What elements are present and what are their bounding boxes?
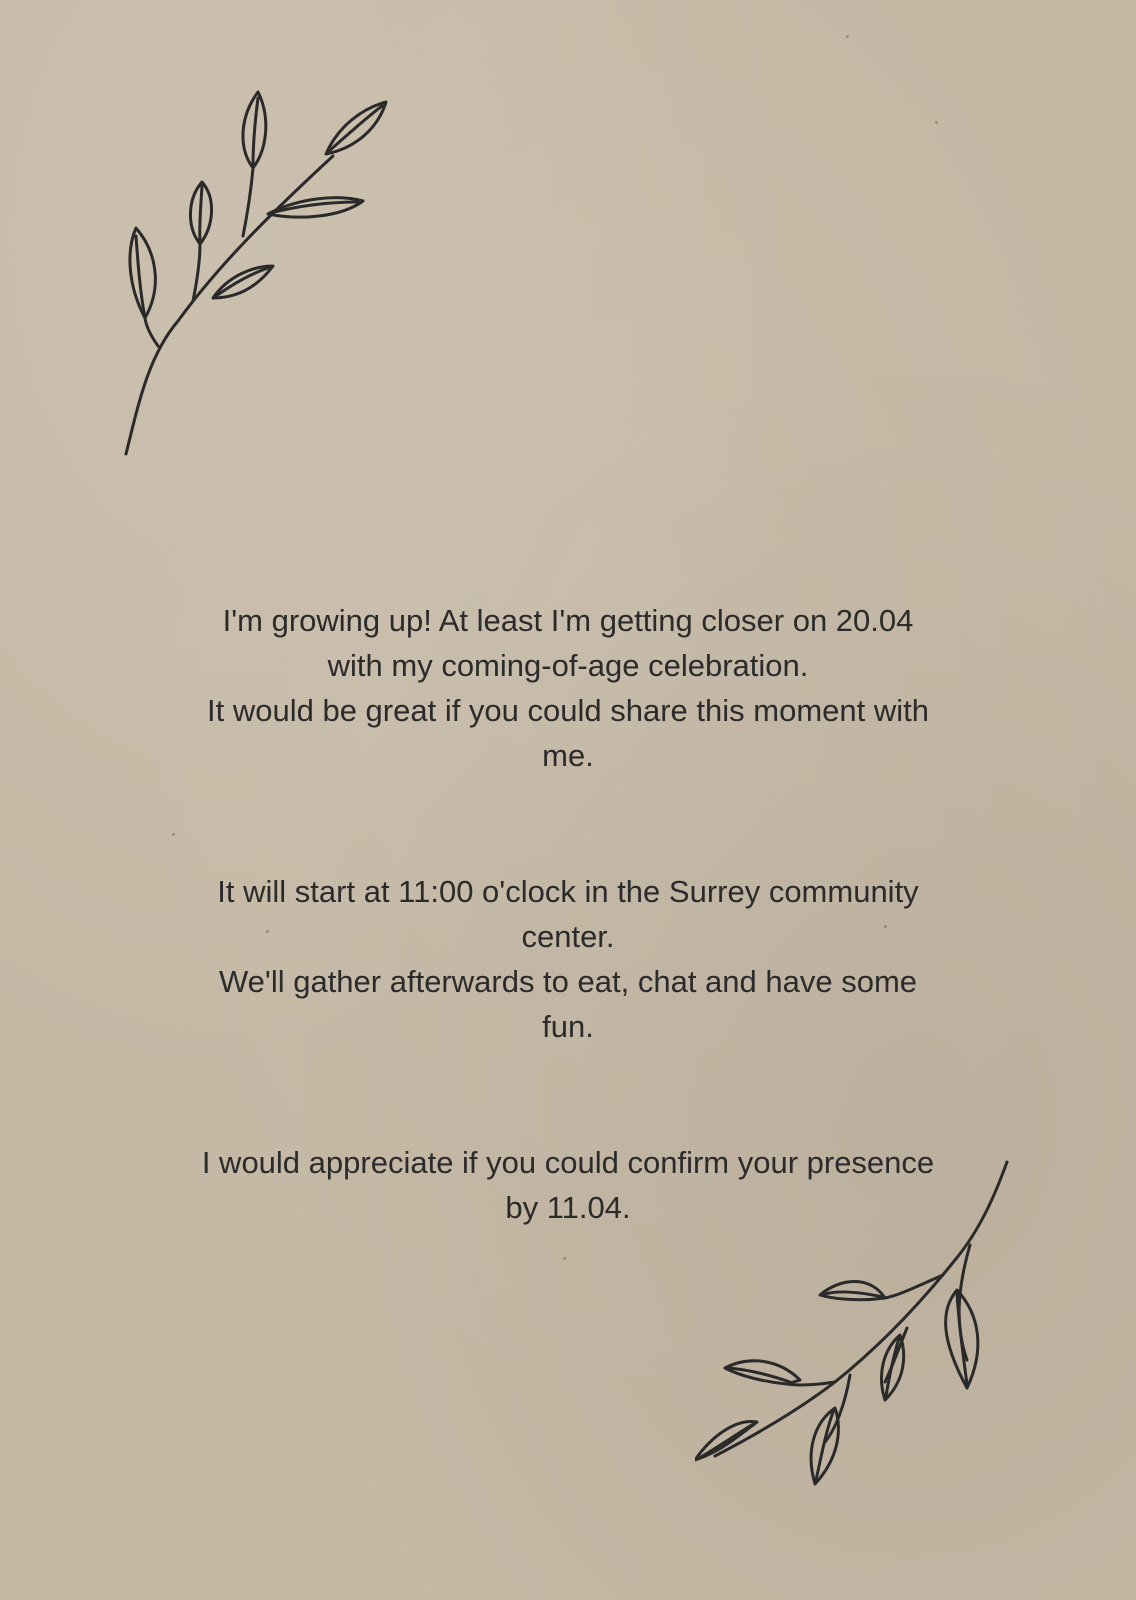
invitation-line: I'm growing up! At least I'm getting closer on 20.04 bbox=[222, 603, 914, 638]
paper-speck bbox=[846, 35, 849, 38]
paragraph-spacer bbox=[150, 1049, 986, 1140]
invitation-line: me. bbox=[542, 738, 594, 773]
leaf-branch-icon bbox=[695, 1160, 1015, 1510]
paper-speck bbox=[935, 121, 938, 124]
invitation-line: I would appreciate if you could confirm your presence bbox=[201, 1145, 935, 1180]
invitation-line: with my coming-of-age celebration. bbox=[327, 648, 809, 683]
invitation-line: by 11.04. bbox=[505, 1190, 631, 1225]
paper-speck bbox=[563, 1257, 566, 1260]
invitation-line: It will start at 11:00 o'clock in the Surrey community bbox=[217, 874, 919, 909]
invitation-line: fun. bbox=[542, 1009, 594, 1044]
invitation-paragraph bbox=[150, 869, 986, 1049]
invitation-line: center. bbox=[521, 919, 615, 954]
invitation-line: It would be great if you could share this moment with bbox=[207, 693, 929, 728]
invitation-paragraph bbox=[150, 598, 986, 778]
leaf-branch-icon bbox=[118, 86, 398, 456]
invitation-message bbox=[150, 598, 986, 1230]
invitation-line: We'll gather afterwards to eat, chat and have some bbox=[218, 964, 918, 999]
paragraph-spacer bbox=[150, 778, 986, 869]
